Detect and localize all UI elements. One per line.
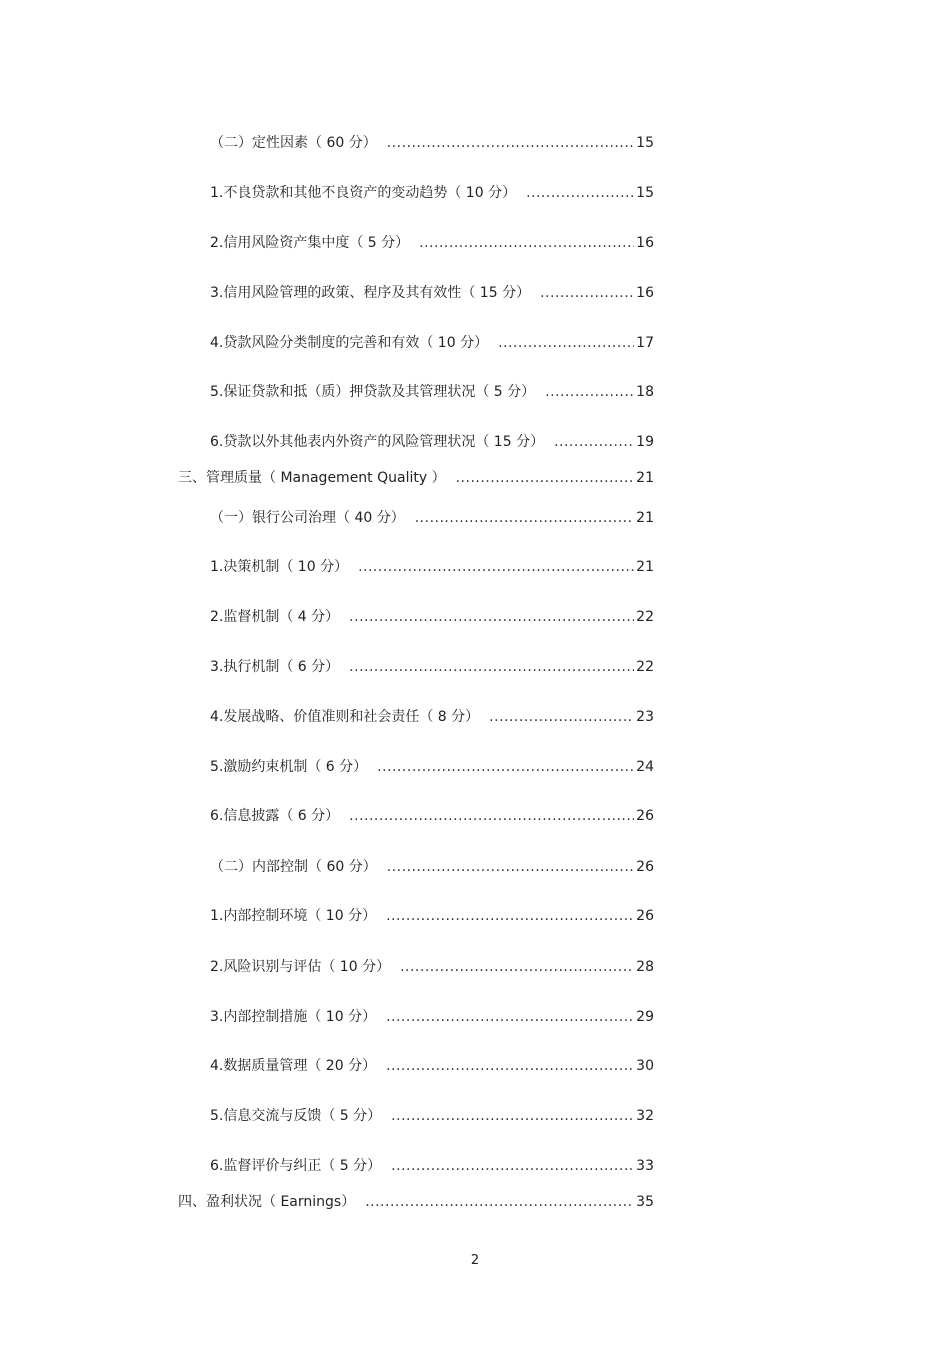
toc-page-number: 35: [636, 1194, 654, 1210]
toc-page-number: 21: [636, 510, 654, 526]
toc-page-number: 26: [636, 808, 654, 824]
toc-page-number: 30: [636, 1058, 654, 1074]
toc-page-number: 22: [636, 609, 654, 625]
toc-leader-dots: [386, 1056, 634, 1076]
toc-entry-control-environment[interactable]: [210, 906, 654, 926]
toc-page-number: 17: [636, 335, 654, 351]
toc-page-number: 21: [636, 559, 654, 575]
toc-entry-text: 3.执行机制（ 6 分）: [210, 659, 340, 675]
toc-entry-information-exchange[interactable]: [210, 1106, 654, 1126]
toc-page-number: 24: [636, 759, 654, 775]
toc-leader-dots: [391, 1156, 634, 1176]
toc-entry-other-assets-risk[interactable]: [210, 432, 654, 452]
toc-leader-dots: [498, 333, 634, 353]
toc-entry-corporate-governance[interactable]: [210, 508, 654, 528]
toc-entry-text: 3.信用风险管理的政策、程序及其有效性（ 15 分）: [210, 285, 531, 301]
toc-entry-text: （二）内部控制（ 60 分）: [210, 859, 377, 875]
toc-entry-guaranteed-loans[interactable]: [210, 382, 654, 402]
toc-entry-text: 2.信用风险资产集中度（ 5 分）: [210, 235, 410, 251]
toc-entry-credit-risk-policy[interactable]: [210, 283, 654, 303]
toc-entry-qualitative-factors[interactable]: [210, 133, 654, 153]
toc-page-number: 28: [636, 959, 654, 975]
toc-entry-text: 1.决策机制（ 10 分）: [210, 559, 349, 575]
toc-entry-information-disclosure[interactable]: [210, 806, 654, 826]
toc-entry-control-measures[interactable]: [210, 1007, 654, 1027]
toc-entry-risk-identification[interactable]: [210, 957, 654, 977]
toc-entry-text: 4.数据质量管理（ 20 分）: [210, 1058, 377, 1074]
toc-page-number: 23: [636, 709, 654, 725]
toc-leader-dots: [387, 857, 634, 877]
toc-entry-supervision-mechanism[interactable]: [210, 607, 654, 627]
toc-entry-text: 6.信息披露（ 6 分）: [210, 808, 340, 824]
toc-page-number: 22: [636, 659, 654, 675]
toc-entry-text: 5.保证贷款和抵（质）押贷款及其管理状况（ 5 分）: [210, 384, 536, 400]
footer-page-number: 2: [470, 1253, 480, 1268]
toc-entry-development-strategy[interactable]: [210, 707, 654, 727]
toc-leader-dots: [365, 1192, 634, 1212]
toc-entry-text: 2.监督机制（ 4 分）: [210, 609, 340, 625]
toc-entry-text: 四、盈利状况（ Earnings）: [178, 1194, 356, 1210]
toc-leader-dots: [400, 957, 634, 977]
toc-entry-text: 6.监督评价与纠正（ 5 分）: [210, 1158, 382, 1174]
toc-entry-management-quality[interactable]: [178, 468, 654, 488]
toc-page-number: 15: [636, 185, 654, 201]
toc-entry-internal-control[interactable]: [210, 857, 654, 877]
toc-entry-data-quality[interactable]: [210, 1056, 654, 1076]
toc-page-number: 26: [636, 908, 654, 924]
toc-page-number: 21: [636, 470, 654, 486]
toc-page-number: 16: [636, 285, 654, 301]
toc-entry-text: （一）银行公司治理（ 40 分）: [210, 510, 405, 526]
toc-leader-dots: [545, 382, 634, 402]
toc-entry-earnings[interactable]: [178, 1192, 654, 1212]
toc-leader-dots: [349, 607, 634, 627]
toc-page-number: 19: [636, 434, 654, 450]
toc-leader-dots: [349, 806, 634, 826]
toc-leader-dots: [415, 508, 634, 528]
toc-page-number: 26: [636, 859, 654, 875]
toc-leader-dots: [386, 906, 634, 926]
toc-entry-text: （二）定性因素（ 60 分）: [210, 135, 377, 151]
toc-leader-dots: [386, 1007, 634, 1027]
toc-leader-dots: [349, 657, 634, 677]
toc-leader-dots: [489, 707, 634, 727]
toc-leader-dots: [419, 233, 634, 253]
toc-entry-text: 5.激励约束机制（ 6 分）: [210, 759, 368, 775]
toc-page-number: 33: [636, 1158, 654, 1174]
toc-page-number: 15: [636, 135, 654, 151]
toc-entry-incentive-mechanism[interactable]: [210, 757, 654, 777]
toc-leader-dots: [554, 432, 634, 452]
toc-page-number: 16: [636, 235, 654, 251]
toc-leader-dots: [358, 557, 634, 577]
toc-entry-text: 2.风险识别与评估（ 10 分）: [210, 959, 391, 975]
toc-entry-text: 6.贷款以外其他表内外资产的风险管理状况（ 15 分）: [210, 434, 545, 450]
toc-entry-text: 4.发展战略、价值准则和社会责任（ 8 分）: [210, 709, 480, 725]
toc-entry-credit-risk-concentration[interactable]: [210, 233, 654, 253]
toc-entry-text: 三、管理质量（ Management Quality ）: [178, 470, 446, 486]
toc-leader-dots: [387, 133, 634, 153]
toc-page-number: 18: [636, 384, 654, 400]
toc-entry-text: 5.信息交流与反馈（ 5 分）: [210, 1108, 382, 1124]
toc-leader-dots: [456, 468, 635, 488]
toc-leader-dots: [377, 757, 634, 777]
toc-entry-loan-classification[interactable]: [210, 333, 654, 353]
toc-leader-dots: [526, 183, 634, 203]
toc-entry-execution-mechanism[interactable]: [210, 657, 654, 677]
toc-page-number: 29: [636, 1009, 654, 1025]
toc-entry-text: 3.内部控制措施（ 10 分）: [210, 1009, 377, 1025]
toc-leader-dots: [540, 283, 634, 303]
toc-leader-dots: [391, 1106, 634, 1126]
toc-entry-decision-mechanism[interactable]: [210, 557, 654, 577]
toc-entry-nonperforming-trend[interactable]: [210, 183, 654, 203]
toc-entry-text: 4.贷款风险分类制度的完善和有效（ 10 分）: [210, 335, 489, 351]
toc-entry-supervision-evaluation[interactable]: [210, 1156, 654, 1176]
toc-entry-text: 1.内部控制环境（ 10 分）: [210, 908, 377, 924]
toc-page-number: 32: [636, 1108, 654, 1124]
toc-entry-text: 1.不良贷款和其他不良资产的变动趋势（ 10 分）: [210, 185, 517, 201]
